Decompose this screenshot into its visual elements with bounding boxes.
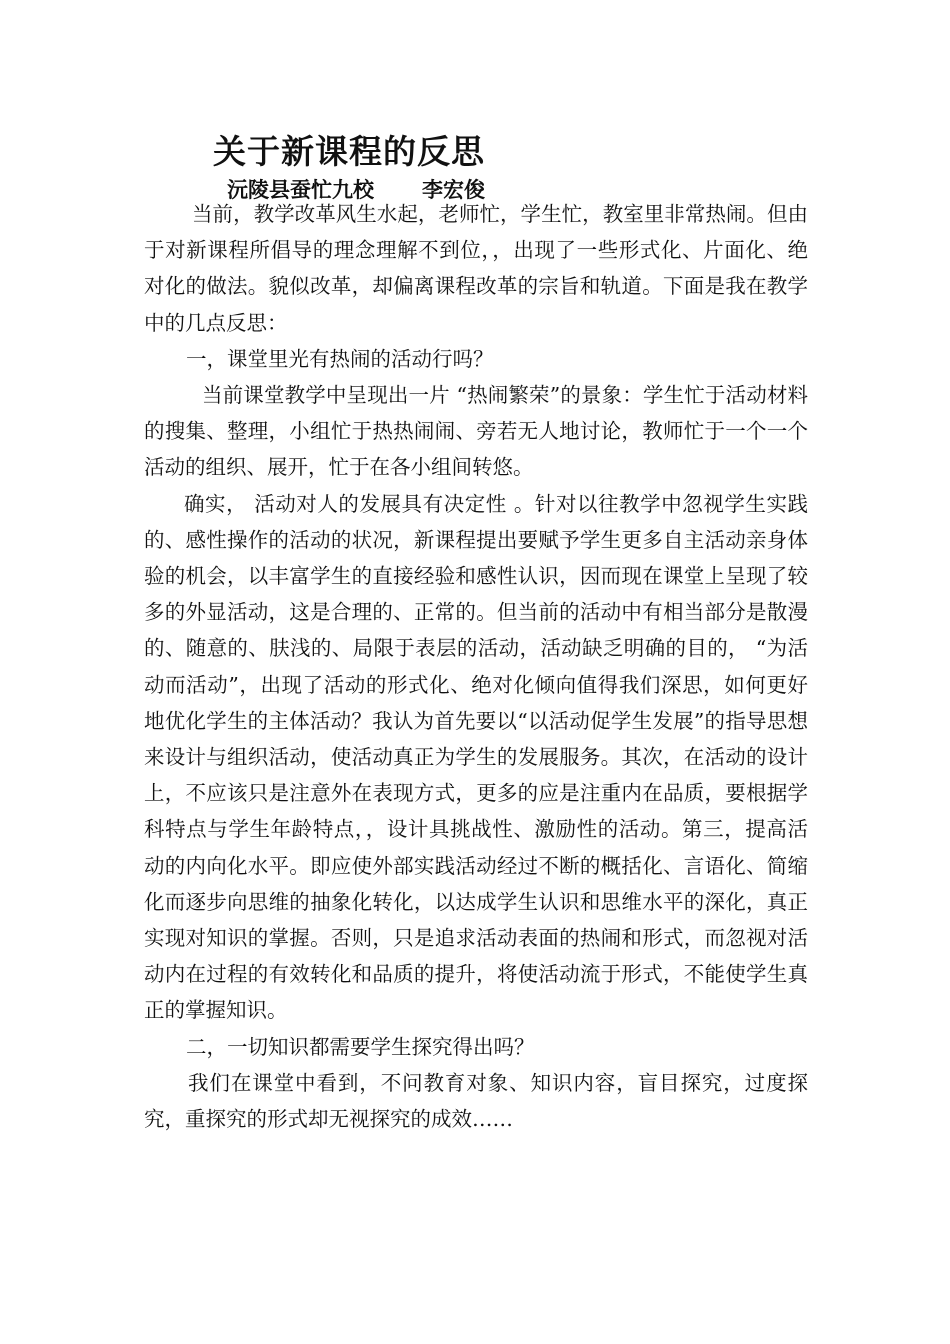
section-heading-2: 二，一切知识都需要学生探究得出吗？ [186,1034,535,1059]
paragraph-intro: 当前，教学改革风生水起，老师忙，学生忙，教室里非常热闹。但由于对新课程所倡导的理念理解不到位，，出现了一些形式化、片面化、绝对化的做法。貌似改革，却偏离课程改革的宗旨和轨道。下面是我在教学中的几点反思： [144,202,808,335]
paragraph-1: 当前课堂教学中呈现出一片 “热闹繁荣”的景象：学生忙于活动材料的搜集、整理，小组忙于热热闹闹、旁若无人地讨论，教师忙于一个一个活动的组织、展开，忙于在各小组间转悠。 [144,383,808,480]
paragraph-2: 确实， 活动对人的发展具有决定性 。针对以往教学中忽视学生实践的、感性操作的活动的状况，新课程提出要赋予学生更多自主活动亲身体验的机会，以丰富学生的直接经验和感性认识，因而现在课堂上呈现了较多的外显活动，这是合理的、正常的。但当前的活动中有相当部分是散漫的、随意的、肤浅的、局限于表层的活动，活动缺乏明确的目的， “为活动而活动”，出现了活动的形式化、绝对化倾向值得我们深思，如何更好地优化学生的主体活动？我认为首先要以“以活动促学生发展”的指导思想来设计与组织活动，使活动真正为学生的发展服务。其次，在活动的设计上，不应该只是注意外在表现方式，更多的应是注重内在品质，要根据学科特点与学生年龄特点，，设计具挑战性、激励性的活动。第三，提高活动的内向化水平。即应使外部实践活动经过不断的概括化、言语化、简缩化而逐步向思维的抽象化转化，以达成学生认识和思维水平的深化，真正实现对知识的掌握。否则，只是追求活动表面的热闹和形式，而忽视对活动内在过程的有效转化和品质的提升，将使活动流于形式，不能使学生真正的掌握知识。 [144,491,808,1023]
author-school: 沅陵县蚕忙九校 [227,178,374,202]
paragraph-3: 我们在课堂中看到，不问教育对象、知识内容，盲目探究，过度探究，重探究的形式却无视探究的成效…… [144,1070,808,1132]
section-heading-1: 一，课堂里光有热闹的活动行吗？ [186,346,494,371]
author-name: 李宏俊 [422,178,485,202]
document-body [144,196,808,1137]
document-title: 关于新课程的反思 [213,132,485,171]
